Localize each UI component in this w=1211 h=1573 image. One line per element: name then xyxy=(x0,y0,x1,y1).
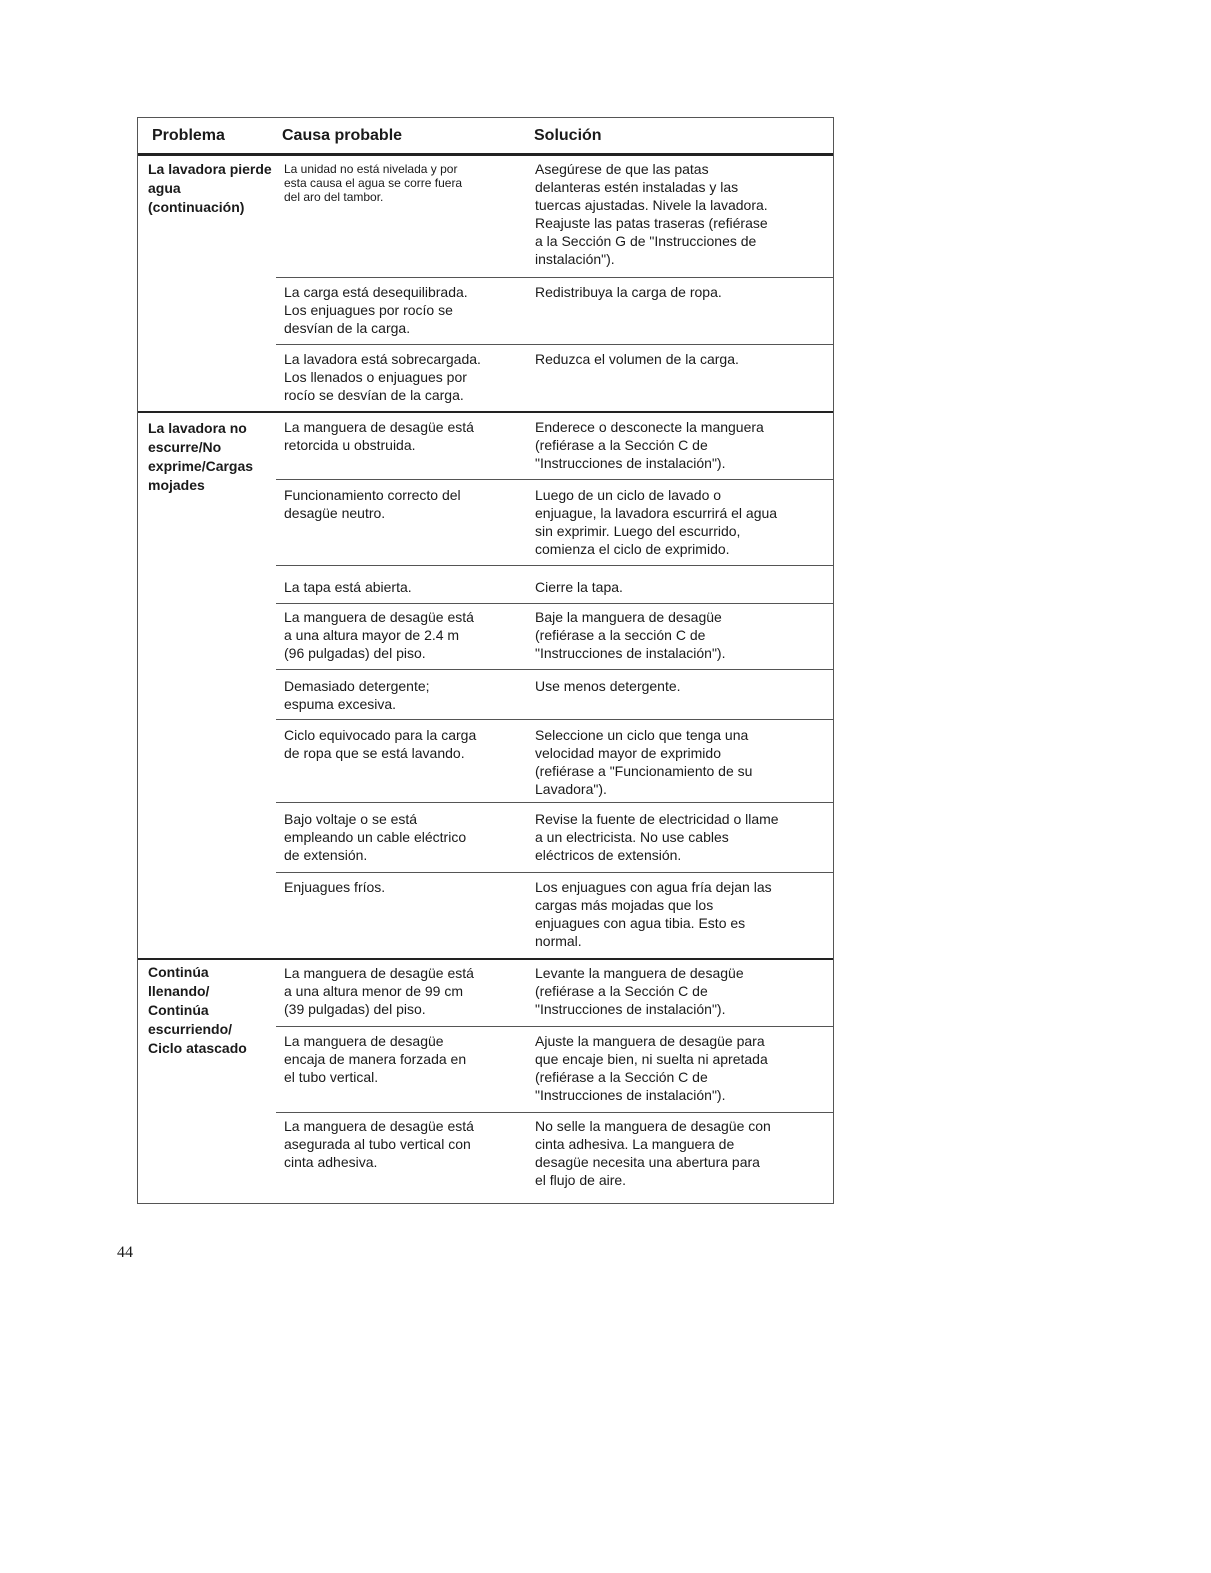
solution-cell: Baje la manguera de desagüe (refiérase a la sección C de "Instrucciones de instalación"). xyxy=(535,609,726,661)
solution-cell: Ajuste la manguera de desagüe para que encaje bien, ni suelta ni apretada (refiérase a la Sección C de "Instrucciones de instalación"). xyxy=(535,1033,768,1103)
problem-no-drain: La lavadora no escurre/No exprime/Cargas mojades xyxy=(148,420,254,493)
row-divider xyxy=(276,565,833,566)
header-solution: Solución xyxy=(534,127,602,144)
row-divider xyxy=(276,1112,833,1113)
row-divider xyxy=(276,719,833,720)
row-divider xyxy=(276,277,833,278)
problem-leaks-water: La lavadora pierde agua (continuación) xyxy=(148,161,272,215)
solution-cell: Los enjuagues con agua fría dejan las cargas más mojadas que los enjuagues con agua tibia. Esto es normal. xyxy=(535,879,772,949)
solution-cell: Cierre la tapa. xyxy=(535,579,623,595)
solution-cell: Seleccione un ciclo que tenga una velocidad mayor de exprimido (refiérase a "Funcionamiento de su Lavadora"). xyxy=(535,727,753,797)
row-divider xyxy=(276,802,833,803)
row-divider xyxy=(276,479,833,480)
problem-cycle-stuck: Continúa llenando/ Continúa escurriendo/ Ciclo atascado xyxy=(148,964,247,1056)
table-header xyxy=(138,118,833,156)
solution-cell: Enderece o desconecte la manguera (refiérase a la Sección C de "Instrucciones de instalación"). xyxy=(535,419,764,471)
cause-cell: Ciclo equivocado para la carga de ropa que se está lavando. xyxy=(284,727,477,761)
header-cause: Causa probable xyxy=(282,127,403,144)
row-divider xyxy=(276,669,833,670)
solution-cell: Revise la fuente de electricidad o llame a un electricista. No use cables eléctricos de extensión. xyxy=(535,811,779,863)
cause-cell: La tapa está abierta. xyxy=(284,579,412,595)
solution-cell: Redistribuya la carga de ropa. xyxy=(535,284,722,300)
row-divider xyxy=(276,603,833,604)
cause-cell: Funcionamiento correcto del desagüe neutro. xyxy=(284,487,461,521)
cause-cell: La manguera de desagüe está a una altura mayor de 2.4 m (96 pulgadas) del piso. xyxy=(284,609,474,661)
solution-cell: Luego de un ciclo de lavado o enjuague, la lavadora escurrirá el agua sin exprimir. Luego del escurrido, comienza el ciclo de exprimido. xyxy=(535,487,778,557)
cause-cell: Bajo voltaje o se está empleando un cable eléctrico de extensión. xyxy=(284,811,467,863)
cause-cell: Enjuagues fríos. xyxy=(284,879,386,895)
solution-cell: Use menos detergente. xyxy=(535,678,681,694)
solution-cell: Reduzca el volumen de la carga. xyxy=(535,351,739,367)
group-divider xyxy=(138,958,833,960)
solution-cell: Asegúrese de que las patas delanteras estén instaladas y las tuercas ajustadas. Nivele la lavadora. Reajuste las patas traseras (refiérase a la Sección G de "Instrucciones de instalación"). xyxy=(535,161,768,267)
troubleshooting-table xyxy=(137,117,834,1204)
solution-cell: No selle la manguera de desagüe con cinta adhesiva. La manguera de desagüe necesita una abertura para el flujo de aire. xyxy=(535,1118,771,1188)
row-divider xyxy=(276,1026,833,1027)
cause-cell: La manguera de desagüe está a una altura menor de 99 cm (39 pulgadas) del piso. xyxy=(284,965,474,1017)
cause-cell: La manguera de desagüe está asegurada al tubo vertical con cinta adhesiva. xyxy=(284,1118,474,1170)
cause-cell: La lavadora está sobrecargada. Los llenados o enjuagues por rocío se desvían de la carga. xyxy=(284,351,481,403)
group-divider xyxy=(138,411,833,413)
page-number: 44 xyxy=(117,1244,133,1261)
cause-cell: La manguera de desagüe encaja de manera forzada en el tubo vertical. xyxy=(284,1033,467,1085)
cause-cell: Demasiado detergente; espuma excesiva. xyxy=(284,678,430,712)
cause-cell: La carga está desequilibrada. Los enjuagues por rocío se desvían de la carga. xyxy=(284,284,468,336)
row-divider xyxy=(276,344,833,345)
cause-cell: La manguera de desagüe está retorcida u obstruida. xyxy=(284,419,474,453)
header-problem: Problema xyxy=(152,127,225,144)
solution-cell: Levante la manguera de desagüe (refiérase a la Sección C de "Instrucciones de instalación"). xyxy=(535,965,744,1017)
row-divider xyxy=(276,872,833,873)
cause-cell: La unidad no está nivelada y por esta causa el agua se corre fuera del aro del tambor. xyxy=(284,162,463,204)
